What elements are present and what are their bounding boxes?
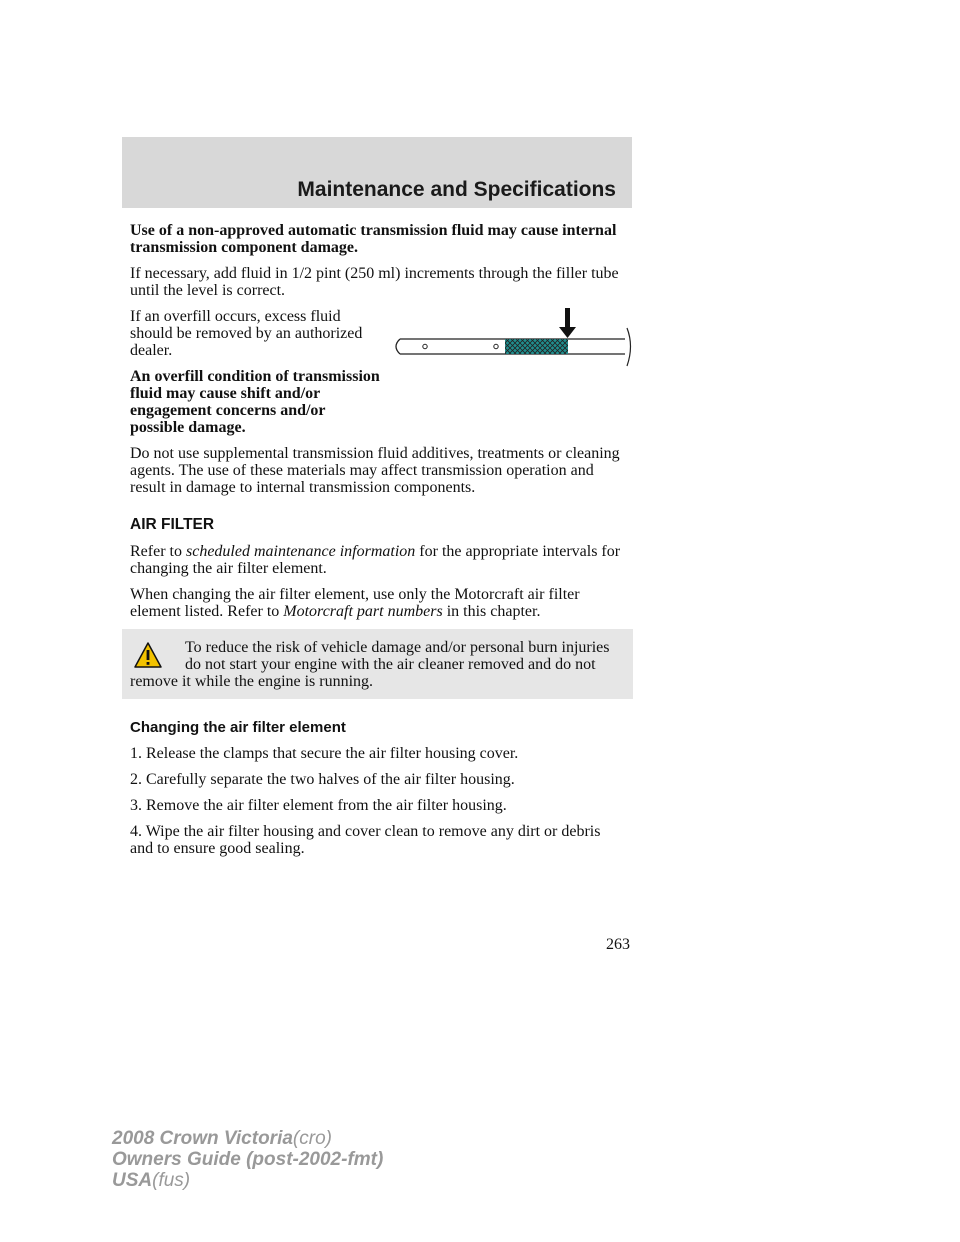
step-3: 3. Remove the air filter element from the air filter housing. (130, 797, 507, 814)
air-filter-changing-paragraph (130, 586, 625, 620)
warning-text: To reduce the risk of vehicle damage and/or personal burn injuries do not start your engine with the air cleaner removed and do not remove it while the engine is running. (130, 639, 610, 690)
step-4: 4. Wipe the air filter housing and cover clean to remove any dirt or debris and to ensure good sealing. (130, 823, 601, 857)
section-title: Maintenance and Specifications (297, 178, 616, 201)
motorcraft-part-numbers-reference: Motorcraft part numbers (283, 603, 443, 620)
scheduled-maintenance-reference: scheduled maintenance information (185, 543, 416, 560)
footer-line-2: Owners Guide (post-2002-fmt) (112, 1149, 384, 1170)
changing-text-end: in this chapter. (442, 603, 541, 620)
refer-text: Refer to (130, 543, 186, 560)
air-filter-refer-paragraph (130, 543, 625, 577)
warning-triangle-icon (133, 641, 163, 669)
step-1: 1. Release the clamps that secure the air filter housing cover. (130, 745, 519, 762)
overfill-warning-text: An overfill condition of transmission fluid may cause shift and/or engagement concerns and/or possible damage. (130, 368, 380, 436)
header-band (122, 137, 632, 208)
overfill-warning (130, 368, 625, 436)
warning-box (122, 629, 633, 699)
refer-text-end: for the appropriate intervals for changing the air filter element. (130, 543, 621, 577)
changing-text: When changing the air filter element, use only the Motorcraft air filter element listed. Refer to (130, 586, 580, 620)
footer-line-3 (112, 1170, 383, 1191)
footer-market-code: (fus) (152, 1170, 191, 1191)
transmission-fluid-warning: Use of a non-approved automatic transmission fluid may cause internal transmission component damage. (130, 222, 617, 256)
footer-model: 2008 Crown Victoria (112, 1128, 293, 1149)
footer-line-1 (112, 1128, 383, 1149)
footer-model-code: (cro) (292, 1128, 332, 1149)
add-fluid-paragraph: If necessary, add fluid in 1/2 pint (250 ml) increments through the filler tube until the level is correct. (130, 265, 619, 299)
main-content (130, 222, 625, 866)
air-filter-heading: AIR FILTER (130, 516, 215, 533)
footer (112, 1128, 383, 1191)
footer-market: USA (112, 1170, 153, 1191)
additives-paragraph: Do not use supplemental transmission fluid additives, treatments or cleaning agents. The use of these materials may affect transmission operation and result in damage to internal transmission components. (130, 445, 620, 496)
step-2: 2. Carefully separate the two halves of the air filter housing. (130, 771, 515, 788)
overfill-paragraph: If an overfill occurs, excess fluid should be removed by an authorized dealer. (130, 308, 363, 359)
page-number: 263 (606, 936, 630, 953)
changing-air-filter-heading: Changing the air filter element (130, 719, 346, 736)
